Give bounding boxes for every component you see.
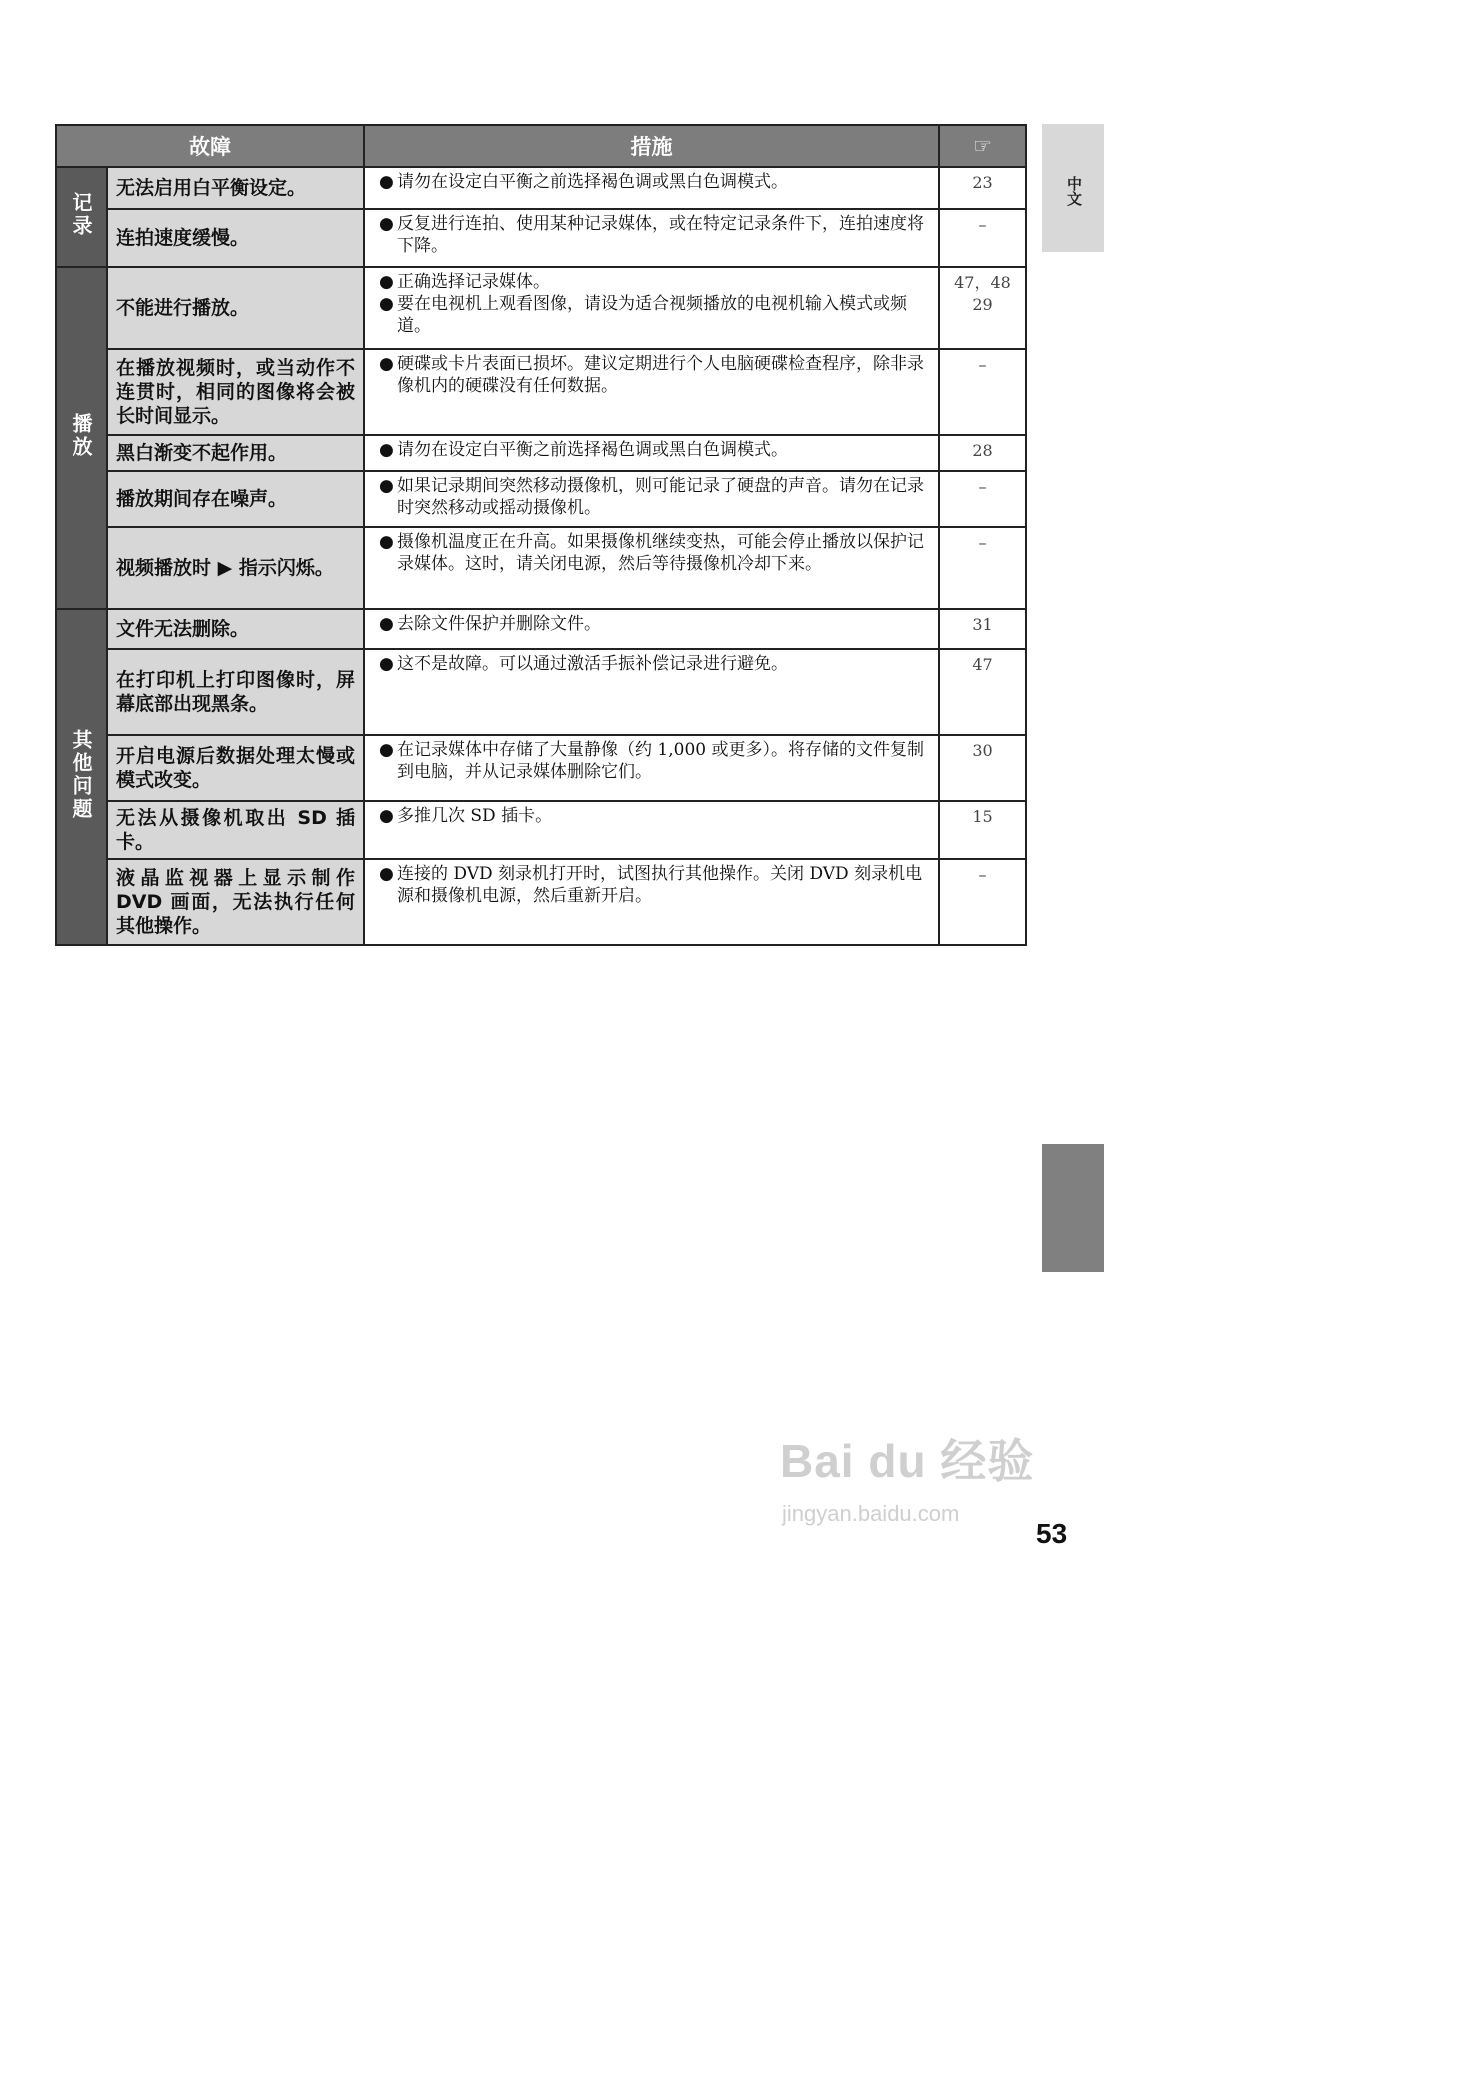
action-text: 连接的 DVD 刻录机打开时，试图执行其他操作。关闭 DVD 刻录机电源和摄像机电源，然后重新开启。 [397,864,923,906]
header-problem: 故障 [56,125,364,167]
bullet-icon: ● [379,272,394,292]
page-reference: 31 [939,609,1026,649]
table-row [56,471,1026,527]
action-cell [364,167,939,209]
page-reference: 30 [939,735,1026,801]
action-item [379,863,928,907]
bullet-icon: ● [379,654,394,674]
action-text: 摄像机温度正在升高。如果摄像机继续变热，可能会停止播放以保护记录媒体。这时，请关闭电源，然后等待摄像机冷却下来。 [397,532,924,574]
problem-cell: 播放期间存在噪声。 [107,471,364,527]
language-tab-label: 中文 [1065,176,1083,206]
table-row [56,167,1026,209]
page-reference: – [939,859,1026,945]
action-item [379,531,928,575]
bullet-icon: ● [379,354,394,374]
category-cell [56,167,107,267]
watermark-url: jingyan.baidu.com [782,1501,960,1526]
table-row [56,435,1026,471]
action-item [379,213,928,257]
problem-cell: 视频播放时 ▶ 指示闪烁。 [107,527,364,609]
troubleshooting-table [55,124,1027,946]
header-action: 措施 [364,125,939,167]
watermark [780,1405,1040,1535]
action-text: 这不是故障。可以通过激活手振补偿记录进行避免。 [397,654,788,674]
table-row [56,609,1026,649]
side-index-block [1042,1144,1104,1272]
table-row [56,349,1026,435]
bullet-icon: ● [379,440,394,460]
action-item [379,805,928,827]
problem-cell: 开启电源后数据处理太慢或模式改变。 [107,735,364,801]
action-text: 正确选择记录媒体。 [397,272,550,292]
header-ref-icon: ☞ [939,125,1026,167]
table-row [56,735,1026,801]
bullet-icon: ● [379,532,394,552]
action-text: 请勿在设定白平衡之前选择褐色调或黑白色调模式。 [397,440,788,460]
category-label: 记录 [69,191,93,238]
page-reference: 28 [939,435,1026,471]
action-text: 多推几次 SD 插卡。 [397,806,553,826]
action-item [379,475,928,519]
page-reference: – [939,349,1026,435]
action-cell [364,735,939,801]
action-cell [364,209,939,267]
action-item [379,271,928,293]
table-body [56,167,1026,945]
bullet-icon: ● [379,214,394,234]
problem-cell: 在播放视频时，或当动作不连贯时，相同的图像将会被长时间显示。 [107,349,364,435]
action-item [379,613,928,635]
action-item [379,739,928,783]
action-item [379,293,928,337]
action-text: 要在电视机上观看图像，请设为适合视频播放的电视机输入模式或频道。 [397,294,907,336]
page-reference: 47，48 29 [939,267,1026,349]
bullet-icon: ● [379,740,394,760]
page-reference: 23 [939,167,1026,209]
action-text: 反复进行连拍、使用某种记录媒体，或在特定记录条件下，连拍速度将下降。 [397,214,924,256]
action-cell [364,267,939,349]
problem-cell: 无法从摄像机取出 SD 插卡。 [107,801,364,859]
problem-cell: 在打印机上打印图像时，屏幕底部出现黑条。 [107,649,364,735]
action-cell [364,649,939,735]
problem-cell: 液晶监视器上显示制作 DVD 画面，无法执行任何其他操作。 [107,859,364,945]
problem-cell: 不能进行播放。 [107,267,364,349]
action-text: 如果记录期间突然移动摄像机，则可能记录了硬盘的声音。请勿在记录时突然移动或摇动摄像机。 [397,476,924,518]
page-number: 53 [1036,1518,1068,1549]
action-cell [364,471,939,527]
page-reference: 15 [939,801,1026,859]
category-cell [56,609,107,945]
table-row [56,801,1026,859]
problem-cell: 文件无法删除。 [107,609,364,649]
action-cell [364,349,939,435]
bullet-icon: ● [379,614,394,634]
page-reference: – [939,471,1026,527]
page-reference: 47 [939,649,1026,735]
language-tab [1042,124,1104,252]
bullet-icon: ● [379,172,394,192]
action-text: 去除文件保护并删除文件。 [397,614,601,634]
table-row [56,267,1026,349]
action-text: 硬碟或卡片表面已损坏。建议定期进行个人电脑硬碟检查程序，除非录像机内的硬碟没有任何数据。 [397,354,924,396]
table-row [56,649,1026,735]
action-cell [364,609,939,649]
action-text: 在记录媒体中存储了大量静像（约 1,000 或更多）。将存储的文件复制到电脑，并从记录媒体删除它们。 [397,740,924,782]
category-label: 其他问题 [69,728,93,821]
action-cell [364,435,939,471]
page-reference: – [939,209,1026,267]
action-item [379,653,928,675]
action-item [379,439,928,461]
table-row [56,527,1026,609]
action-cell [364,527,939,609]
action-cell [364,801,939,859]
table-header-row [56,125,1026,167]
bullet-icon: ● [379,294,394,314]
page-reference: – [939,527,1026,609]
bullet-icon: ● [379,806,394,826]
problem-cell: 连拍速度缓慢。 [107,209,364,267]
table-row [56,859,1026,945]
category-cell [56,267,107,609]
category-label: 播放 [69,412,93,459]
watermark-logo: Bai du 经验 [780,1435,1035,1487]
action-cell [364,859,939,945]
bullet-icon: ● [379,476,394,496]
action-item [379,353,928,397]
action-text: 请勿在设定白平衡之前选择褐色调或黑白色调模式。 [397,172,788,192]
bullet-icon: ● [379,864,394,884]
problem-cell: 无法启用白平衡设定。 [107,167,364,209]
table-row [56,209,1026,267]
action-item [379,171,928,193]
problem-cell: 黑白渐变不起作用。 [107,435,364,471]
